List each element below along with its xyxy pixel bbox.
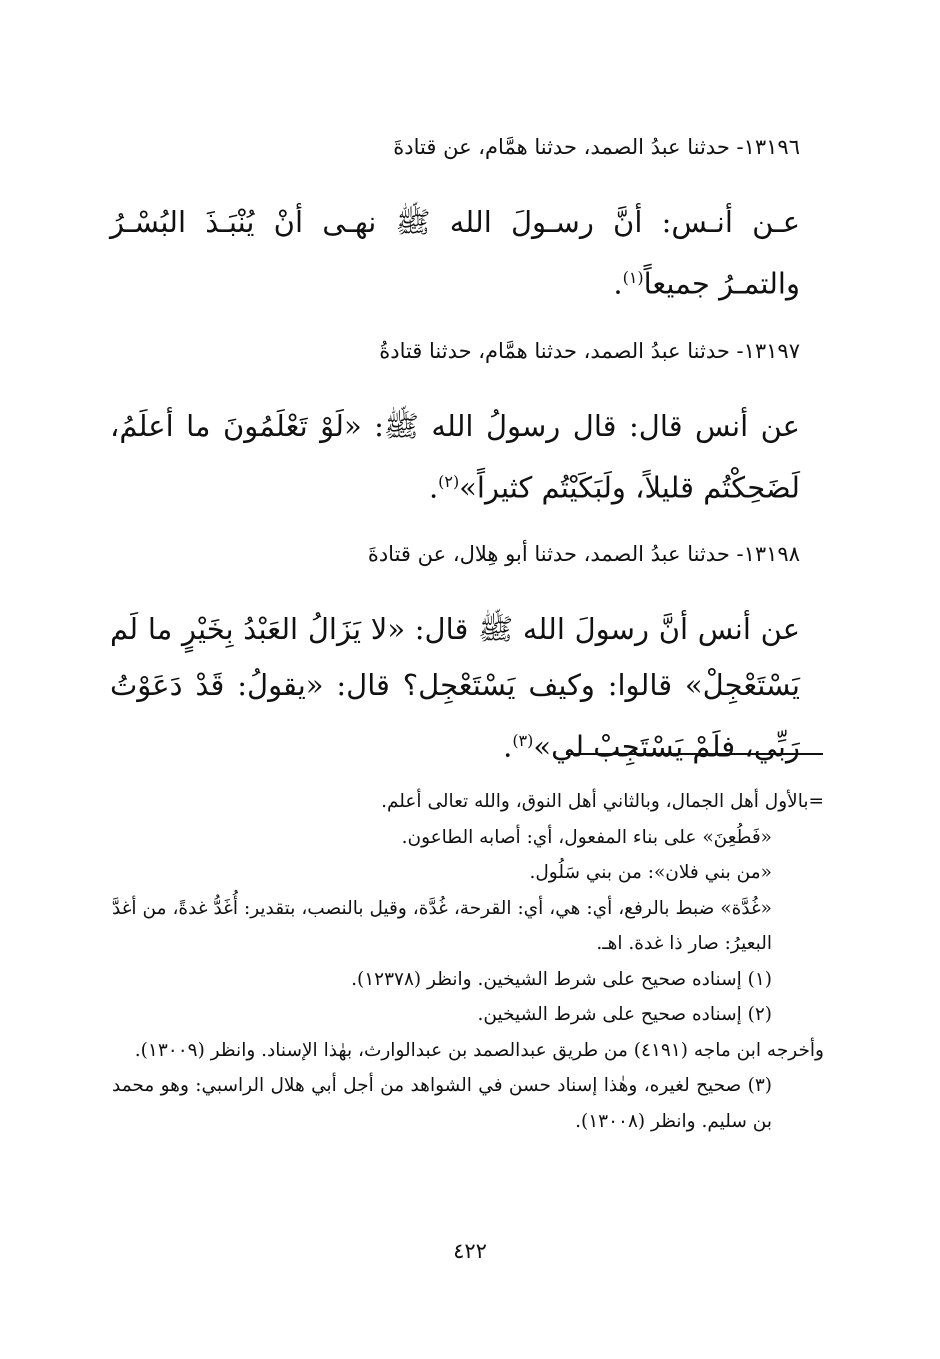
footnote-line: (٣) صحيح لغيره، وهٰذا إسناد حسن في الشواهد من أجل أبي هلال الراسبي: وهو محمد بن سليم. وانظر (١٣٠٠٨).: [112, 1075, 772, 1132]
hadith-matn: [110, 194, 800, 312]
hadith-end-mark: .: [428, 470, 439, 505]
footnote-line: (١) إسناده صحيح على شرط الشيخين. وانظر (١٢٣٧٨).: [351, 968, 772, 990]
hadith-matn: [110, 398, 800, 516]
footnote-separator: [566, 753, 823, 755]
hadith-isnad: ١٣١٩٦- حدثنا عبدُ الصمد، حدثنا همَّام، عن قتادةَ: [393, 135, 800, 159]
hadith-isnad: ١٣١٩٧- حدثنا عبدُ الصمد، حدثنا همَّام، حدثنا قتادةُ: [379, 338, 800, 363]
footnote-line: «غُدَّة» ضبط بالرفع، أي: هي، أي: القرحة، غُدَّة، وقيل بالنصب، بتقدير: أُغَدُّ غدةً، من أغدَّ البعيرُ: صار ذا غدة. اهـ.: [112, 897, 772, 954]
hadith-matn-text: عن أنس أنَّ رسولَ الله ﷺ قال: «لا يَزَالُ العَبْدُ بِخَيْرٍ ما لَم يَسْتَعْجِلْ» قالوا: وكيف يَسْتَعْجِل؟ قال: «يقولُ: قَدْ دَعَوْتُ رَبِّي، فلَمْ يَسْتَجِبْ لي»: [110, 612, 800, 764]
hadith-matn-text: عـن أنـس: أنَّ رسـولَ الله ﷺ نهـى أنْ يُنْبَـذَ البُسْـرُ والتمـرُ جميعاً: [110, 205, 800, 301]
page-number: ٤٢٢: [453, 1239, 487, 1263]
footnote-reference: (١): [622, 268, 644, 287]
hadith-13196: [110, 129, 800, 312]
footnote-line: وأخرجه ابن ماجه (٤١٩١) من طريق عبدالصمد بن عبدالوارث، بهٰذا الإسناد. وانظر (١٣٠٠٩).: [134, 1039, 824, 1061]
footnote-line: (٢) إسناده صحيح على شرط الشيخين.: [477, 1004, 772, 1025]
hadith-matn-text: عن أنس قال: قال رسولُ الله ﷺ: «لَوْ تَعْلَمُونَ ما أعلَمُ، لَضَحِكْتُم قليلاً، ولَبَكَيْتُم كثيراً»: [110, 408, 800, 505]
hadith-13198: [110, 536, 800, 775]
hadith-isnad: ١٣١٩٨- حدثنا عبدُ الصمد، حدثنا أبو هِلال، عن قتادةَ: [367, 542, 800, 567]
hadith-end-mark: .: [613, 266, 623, 301]
hadith-matn: [110, 601, 800, 775]
footnote-line: =بالأول أهل الجمال، وبالثاني أهل النوق، والله تعالى أعلم.: [381, 791, 824, 812]
footnote-line: «فَطُعِنَ» على بناء المفعول، أي: أصابه الطاعون.: [401, 826, 772, 848]
hadith-main-text: [110, 108, 800, 789]
hadith-end-mark: .: [503, 729, 513, 764]
footnote-reference: (٢): [438, 471, 460, 491]
footnotes-section: [112, 784, 824, 1139]
hadith-13197: [110, 333, 800, 516]
footnote-reference: (٣): [512, 731, 534, 751]
footnote-line: «من بني فلان»: من بني سَلُول.: [529, 862, 772, 883]
